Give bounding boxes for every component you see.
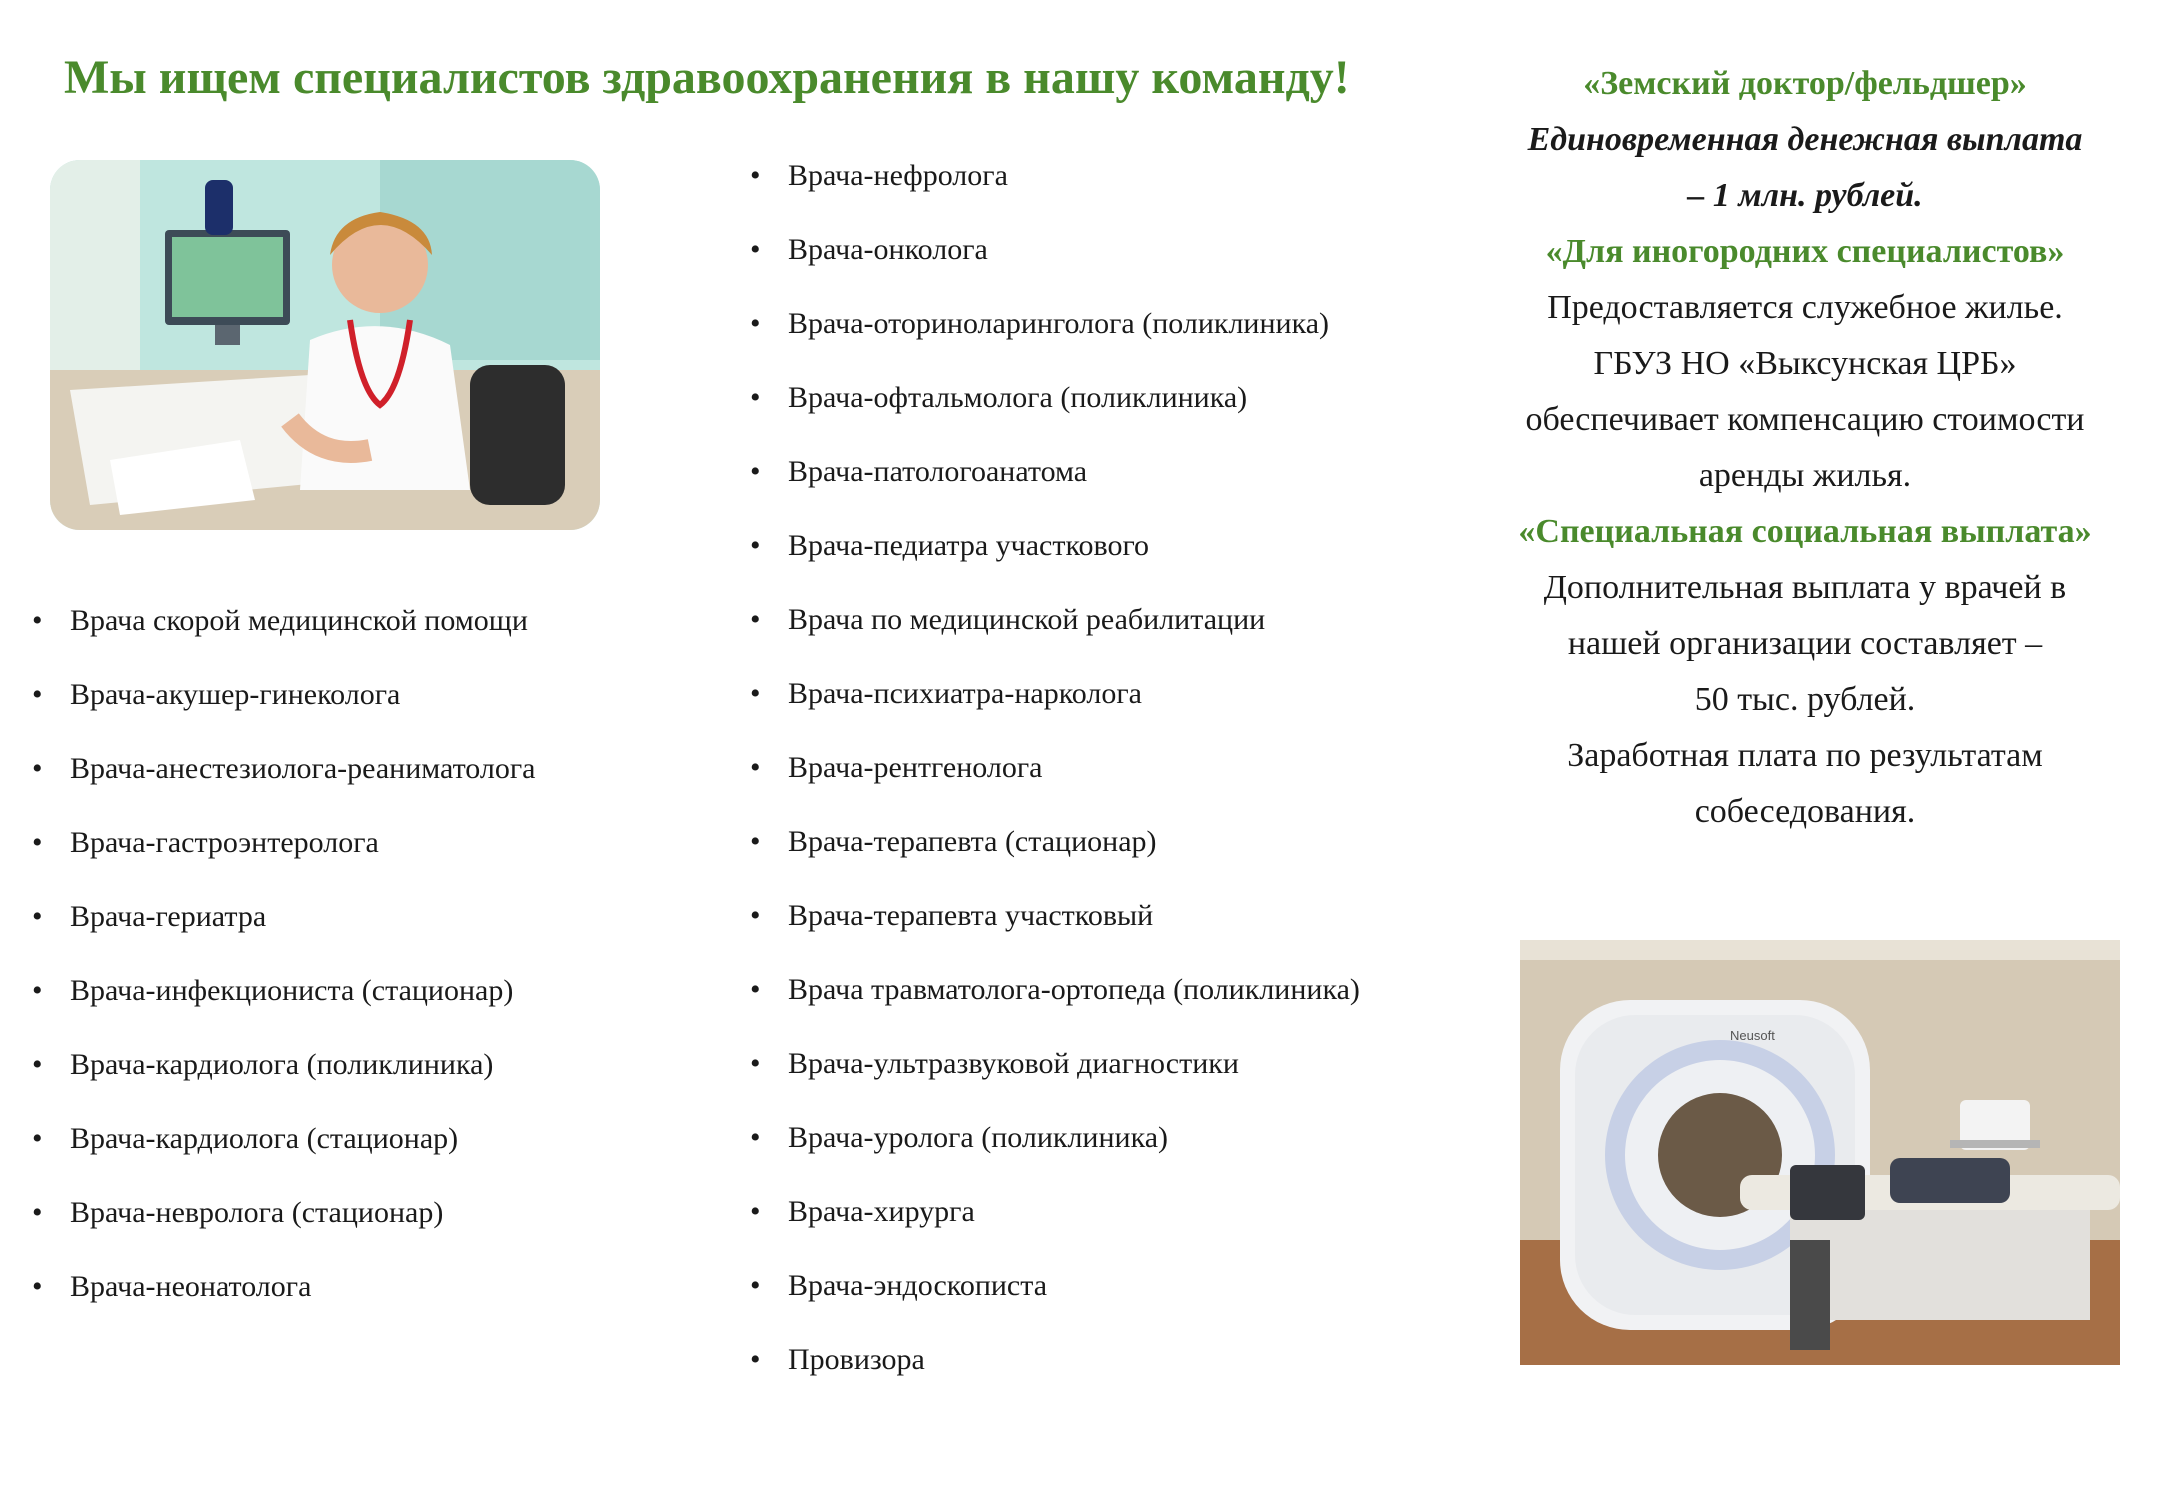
program-title: «Для иногородних специалистов»	[1545, 233, 2065, 270]
list-item: • Врача-эндоскописта	[750, 1249, 1360, 1323]
list-item: • Врача-хирурга	[750, 1175, 1360, 1249]
list-item: • Врача травматолога-ортопеда (поликлиника)	[750, 953, 1360, 1027]
list-item: • Врача-онколога	[750, 213, 1360, 287]
list-item: • Врача-гастроэнтеролога	[32, 806, 535, 880]
program-text: Дополнительная выплата у врачей в	[1543, 569, 2067, 606]
salary-text: Заработная плата по результатам	[1567, 737, 2043, 774]
positions-list-left	[32, 584, 535, 1324]
list-item: • Провизора	[750, 1323, 1360, 1397]
list-item: • Врача-акушер-гинеколога	[32, 658, 535, 732]
benefits-panel	[1470, 56, 2140, 840]
list-item: • Врача-офтальмолога (поликлиника)	[750, 361, 1360, 435]
list-item: • Врача-рентгенолога	[750, 731, 1360, 805]
program-text: Единовременная денежная выплата	[1527, 121, 2083, 158]
positions-list-right	[750, 139, 1360, 1397]
program-title: «Земский доктор/фельдшер»	[1583, 65, 2027, 102]
program-text: обеспечивает компенсацию стоимости	[1525, 401, 2085, 438]
list-item: • Врача-терапевта участковый	[750, 879, 1360, 953]
salary-text: собеседования.	[1694, 793, 1916, 830]
program-text: – 1 млн. рублей.	[1687, 177, 1923, 214]
list-item: • Врача по медицинской реабилитации	[750, 583, 1360, 657]
list-item: • Врача-педиатра участкового	[750, 509, 1360, 583]
program-text: аренды жилья.	[1698, 457, 1912, 494]
ct-brand-label: Neusoft	[1730, 1028, 1775, 1043]
page-headline: Мы ищем специалистов здравоохранения в нашу команду!	[64, 51, 1350, 104]
list-item: • Врача-кардиолога (стационар)	[32, 1102, 535, 1176]
list-item: • Врача-ультразвуковой диагностики	[750, 1027, 1360, 1101]
list-item: • Врача-неонатолога	[32, 1250, 535, 1324]
list-item: • Врача-патологоанатома	[750, 435, 1360, 509]
list-item: • Врача-анестезиолога-реаниматолога	[32, 732, 535, 806]
program-text: 50 тыс. рублей.	[1694, 681, 1916, 718]
list-item: • Врача-нефролога	[750, 139, 1360, 213]
doctor-illustration	[50, 160, 600, 530]
program-text: ГБУЗ НО «Выксунская ЦРБ»	[1593, 345, 2017, 382]
list-item: • Врача-гериатра	[32, 880, 535, 954]
list-item: • Врача скорой медицинской помощи	[32, 584, 535, 658]
list-item: • Врача-оториноларинголога (поликлиника)	[750, 287, 1360, 361]
program-text: Предоставляется служебное жилье.	[1547, 289, 2063, 326]
list-item: • Врача-терапевта (стационар)	[750, 805, 1360, 879]
doctor-photo	[50, 160, 600, 530]
list-item: • Врача-психиатра-нарколога	[750, 657, 1360, 731]
list-item: • Врача-кардиолога (поликлиника)	[32, 1028, 535, 1102]
program-title: «Специальная социальная выплата»	[1518, 513, 2092, 550]
ct-scanner-illustration	[1520, 940, 2120, 1365]
list-item: • Врача-уролога (поликлиника)	[750, 1101, 1360, 1175]
program-text: нашей организации составляет –	[1567, 625, 2043, 662]
list-item: • Врача-невролога (стационар)	[32, 1176, 535, 1250]
ct-scanner-photo	[1520, 940, 2120, 1365]
list-item: • Врача-инфекциониста (стационар)	[32, 954, 535, 1028]
